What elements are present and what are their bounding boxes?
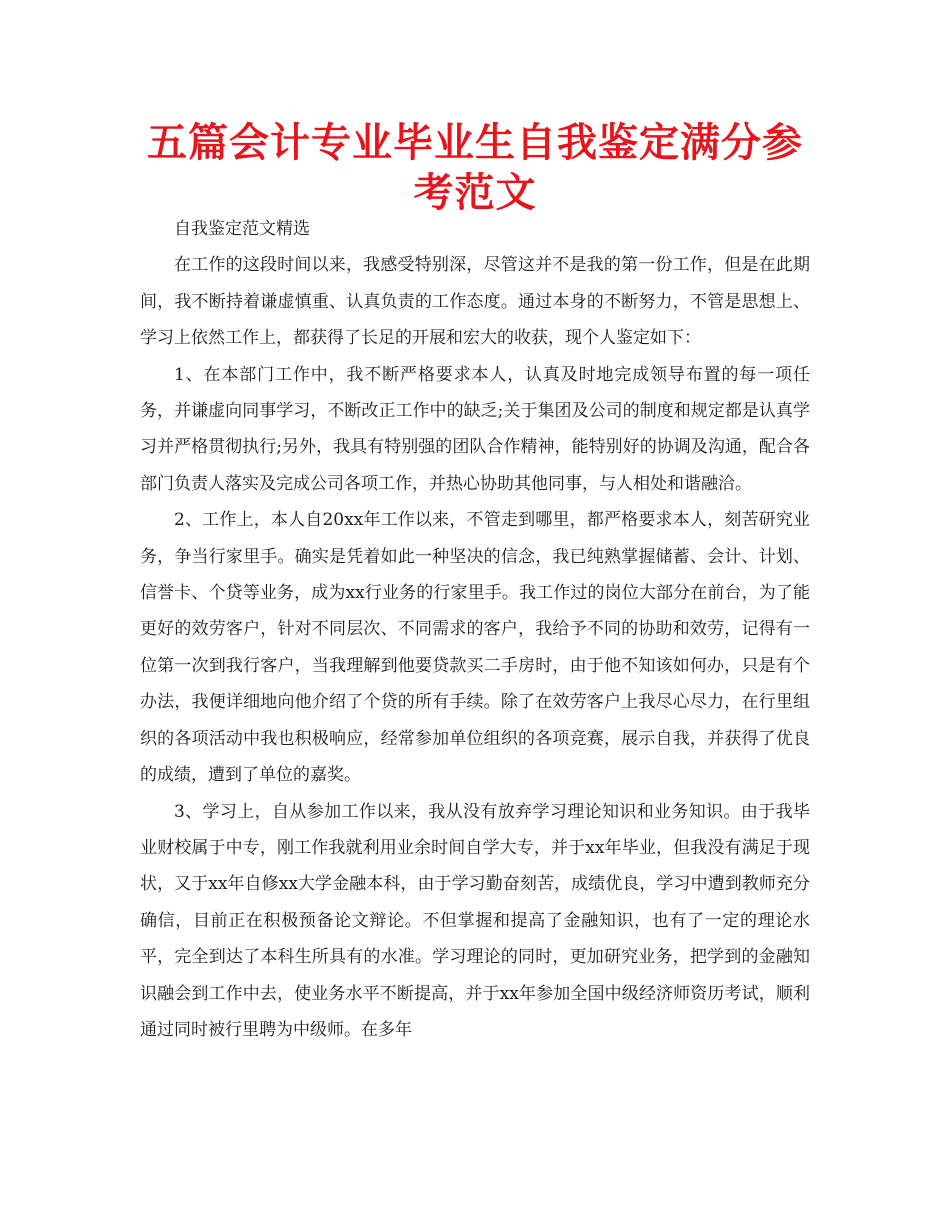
section-heading: 自我鉴定范文精选 xyxy=(174,219,310,239)
body-paragraph: 3、学习上，自从参加工作以来，我从没有放弃学习理论知识和业务知识。由于我毕业财校属于中专，刚工作我就利用业余时间自学大专，并于xx年毕业，但我没有满足于现状，又于xx年自修xx大学金融本科，由于学习勤奋刻苦，成绩优良，学习中遭到教师充分确信，目前正在积极预备论文辩论。不但掌握和提高了金融知识，也有了一定的理论水平，完全到达了本科生所具有的水准。学习理论的同时，更加研究业务，把学到的金融知识融会到工作中去，使业务水平不断提高，并于xx年参加全国中级经济师资历考试，顺利通过同时被行里聘为中级师。在多年 xyxy=(140,801,810,1040)
document-title: 五篇会计专业毕业生自我鉴定满分参考范文 xyxy=(147,120,803,216)
body-paragraph: 在工作的这段时间以来，我感受特别深，尽管这并不是我的第一份工作，但是在此期间，我不断持着谦虚慎重、认真负责的工作态度。通过本身的不断努力，不管是思想上、学习上依然工作上，都获得了长足的开展和宏大的收获，现个人鉴定如下： xyxy=(140,255,810,349)
document-body xyxy=(140,211,810,1048)
body-paragraph: 2、工作上，本人自20xx年工作以来，不管走到哪里，都严格要求本人，刻苦研究业务，争当行家里手。确实是凭着如此一种坚决的信念，我已纯熟掌握储蓄、会计、计划、信誉卡、个贷等业务，成为xx行业务的行家里手。我工作过的岗位大部分在前台，为了能更好的效劳客户，针对不同层次、不同需求的客户，我给予不同的协助和效劳，记得有一位第一次到我行客户，当我理解到他要贷款买二手房时，由于他不知该如何办，只是有个办法，我便详细地向他介绍了个贷的所有手续。除了在效劳客户上我尽心尽力，在行里组织的各项活动中我也积极响应，经常参加单位组织的各项竞赛，展示自我，并获得了优良的成绩，遭到了单位的嘉奖。 xyxy=(140,510,810,786)
body-paragraph: 1、在本部门工作中，我不断严格要求本人，认真及时地完成领导布置的每一项任务，并谦虚向同事学习，不断改正工作中的缺乏;关于集团及公司的制度和规定都是认真学习并严格贯彻执行;另外，我具有特别强的团队合作精神，能特别好的协调及沟通，配合各部门负责人落实及完成公司各项工作，并热心协助其他同事，与人相处和谐融洽。 xyxy=(140,364,810,494)
